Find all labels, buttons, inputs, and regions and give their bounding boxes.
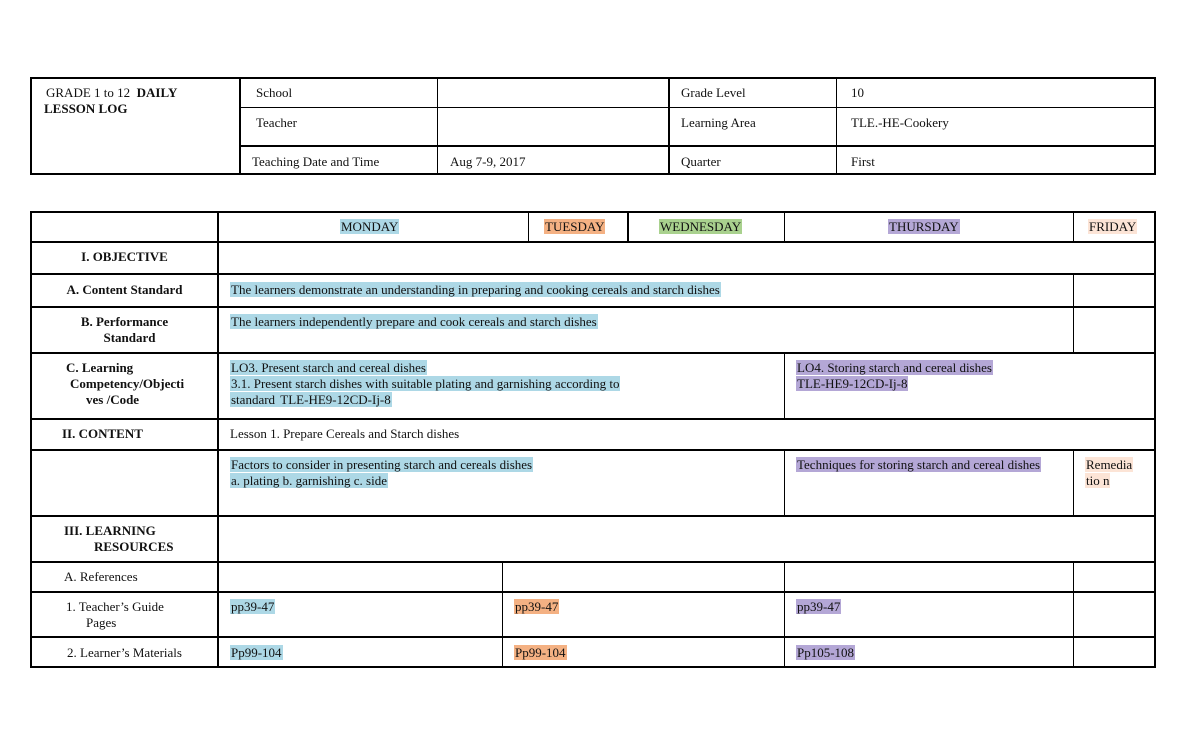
grade-level-value: 10	[851, 85, 864, 100]
school-label: School	[256, 85, 293, 100]
divider	[502, 562, 503, 666]
objective-label: I. OBJECTIVE	[81, 249, 168, 264]
day-header-friday: FRIDAY	[1089, 219, 1137, 234]
divider	[784, 353, 785, 419]
divider	[627, 213, 629, 242]
references-label: A. References	[64, 569, 138, 584]
page-title: GRADE 1 to 12 DAILY	[46, 85, 178, 100]
teacher-label: Teacher	[256, 115, 297, 130]
lesson-table	[30, 211, 1156, 668]
lm-monday: Pp99-104	[231, 645, 282, 660]
divider	[32, 636, 1154, 638]
content-standard-label: A. Content Standard	[66, 282, 183, 297]
divider	[239, 145, 1154, 147]
divider	[784, 213, 785, 242]
divider	[1073, 450, 1074, 516]
page-title-line2: LESSON LOG	[44, 101, 128, 116]
divider	[1073, 213, 1074, 242]
quarter-value: First	[851, 154, 875, 169]
divider	[32, 352, 1154, 354]
techniques-text: Techniques for storing starch and cereal dishes	[797, 457, 1041, 472]
teaching-date-label: Teaching Date and Time	[252, 154, 380, 169]
day-header-wednesday: WEDNESDAY	[660, 219, 742, 234]
divider	[528, 213, 529, 242]
divider	[32, 306, 1154, 308]
divider	[32, 591, 1154, 593]
performance-standard-text: The learners independently prepare and cook cereals and starch dishes	[231, 314, 597, 329]
divider	[784, 562, 785, 666]
divider	[668, 79, 670, 173]
learning-area-label: Learning Area	[681, 115, 756, 130]
divider	[1073, 274, 1074, 353]
divider	[836, 79, 837, 173]
learners-materials-label: 2. Learner’s Materials	[67, 645, 182, 660]
divider	[32, 561, 1154, 563]
lo3-competency: LO3. Present starch and cereal dishes 3.1. Present starch dishes with suitable plating and garnishing according to standard TLE-HE9-12CD-Ij-8	[231, 360, 620, 407]
teaching-date-value: Aug 7-9, 2017	[450, 154, 526, 169]
learning-resources-label: III. LEARNING RESOURCES	[64, 523, 174, 554]
day-header-thursday: THURSDAY	[889, 219, 959, 234]
divider	[32, 273, 1154, 275]
tg-monday: pp39-47	[231, 599, 275, 614]
lo4-competency: LO4. Storing starch and cereal dishes TLE-HE9-12CD-Ij-8	[797, 360, 992, 391]
divider	[239, 107, 1154, 108]
tg-tuesday: pp39-47	[515, 599, 559, 614]
divider	[32, 449, 1154, 451]
remediation-text: Remedia tio n	[1086, 457, 1133, 488]
factors-text: Factors to consider in presenting starch and cereals dishes a. plating b. garnishing c. side	[231, 457, 533, 488]
header-table	[30, 77, 1156, 175]
lm-thursday: Pp105-108	[797, 645, 855, 660]
day-header-monday: MONDAY	[341, 219, 399, 234]
teachers-guide-label: 1. Teacher’s Guide Pages	[66, 599, 164, 630]
tg-thursday: pp39-47	[797, 599, 841, 614]
performance-standard-label: B. Performance Standard	[80, 314, 169, 345]
divider	[437, 79, 438, 173]
day-header-tuesday: TUESDAY	[545, 219, 605, 234]
content-text: Lesson 1. Prepare Cereals and Starch dishes	[230, 426, 460, 441]
divider	[784, 450, 785, 516]
divider	[32, 418, 1154, 420]
divider	[239, 79, 241, 173]
content-label: II. CONTENT	[62, 426, 143, 441]
learning-area-value: TLE.-HE-Cookery	[851, 115, 949, 130]
learning-competency-label: C. Learning Competency/Objecti ves /Code	[66, 360, 185, 407]
divider	[32, 515, 1154, 517]
content-standard-text: The learners demonstrate an understanding in preparing and cooking cereals and starch dishes	[231, 282, 720, 297]
divider	[32, 241, 1154, 243]
divider	[217, 213, 219, 666]
grade-level-label: Grade Level	[681, 85, 746, 100]
quarter-label: Quarter	[681, 154, 721, 169]
divider	[1073, 562, 1074, 666]
lm-tuesday: Pp99-104	[515, 645, 566, 660]
